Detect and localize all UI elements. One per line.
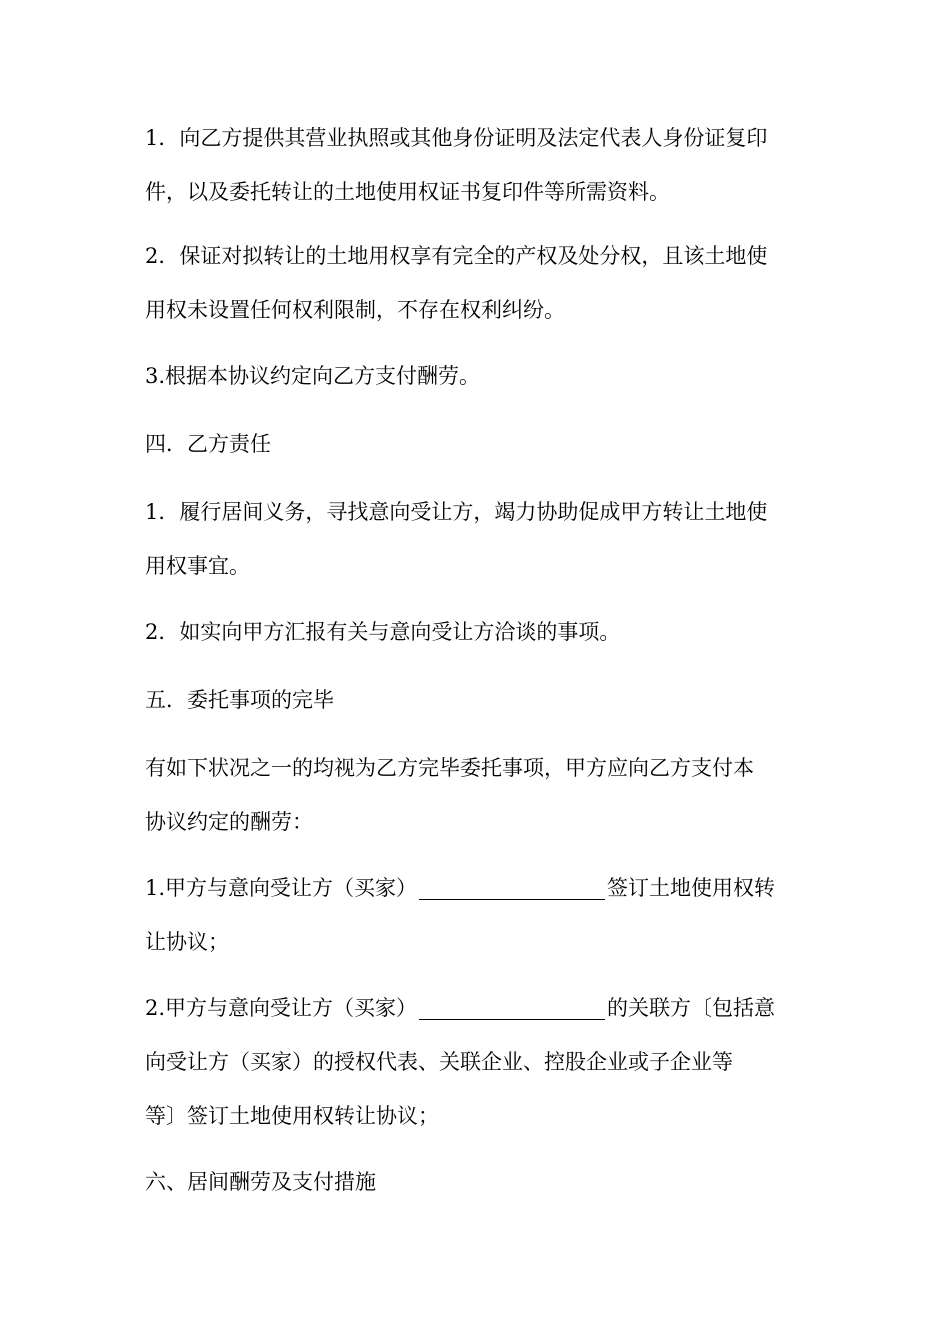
- list-item-1-after: 签订土地使用权转: [607, 876, 776, 900]
- section-heading: 四．乙方责任: [145, 432, 271, 456]
- text-line: 1．履行居间义务，寻找意向受让方，竭力协助促成甲方转让土地使: [145, 500, 768, 524]
- fill-in-blank: [419, 997, 605, 1020]
- text-line: 3.根据本协议约定向乙方支付酬劳。: [145, 364, 481, 388]
- list-item-2-after: 的关联方〔包括意: [607, 996, 776, 1020]
- text-line: 1．向乙方提供其营业执照或其他身份证明及法定代表人身份证复印: [145, 126, 768, 150]
- text-line: 向受让方（买家）的授权代表、关联企业、控股企业或子企业等: [145, 1050, 733, 1074]
- text-line: 2．保证对拟转让的土地用权享有完全的产权及处分权，且该土地使: [145, 244, 768, 268]
- text-line: 2．如实向甲方汇报有关与意向受让方洽谈的事项。: [145, 620, 621, 644]
- text-line: 件，以及委托转让的土地使用权证书复印件等所需资料。: [145, 180, 670, 204]
- text-line: 用权未设置任何权利限制，不存在权利纠纷。: [145, 298, 565, 322]
- text-line: 等〕签订土地使用权转让协议；: [145, 1104, 439, 1128]
- text-line: 用权事宜。: [145, 554, 250, 578]
- text-line: 让协议；: [145, 930, 229, 954]
- text-line: 协议约定的酬劳：: [145, 810, 313, 834]
- fill-in-blank: [419, 877, 605, 900]
- list-item-2: [145, 994, 825, 1022]
- section-heading: 五．委托事项的完毕: [145, 688, 334, 712]
- list-item-2-before: 2.甲方与意向受让方（买家）: [145, 996, 418, 1020]
- section-heading: 六、居间酬劳及支付措施: [145, 1170, 376, 1194]
- list-item-1-before: 1.甲方与意向受让方（买家）: [145, 876, 418, 900]
- text-line: 有如下状况之一的均视为乙方完毕委托事项，甲方应向乙方支付本: [145, 756, 754, 780]
- list-item-1: [145, 874, 825, 902]
